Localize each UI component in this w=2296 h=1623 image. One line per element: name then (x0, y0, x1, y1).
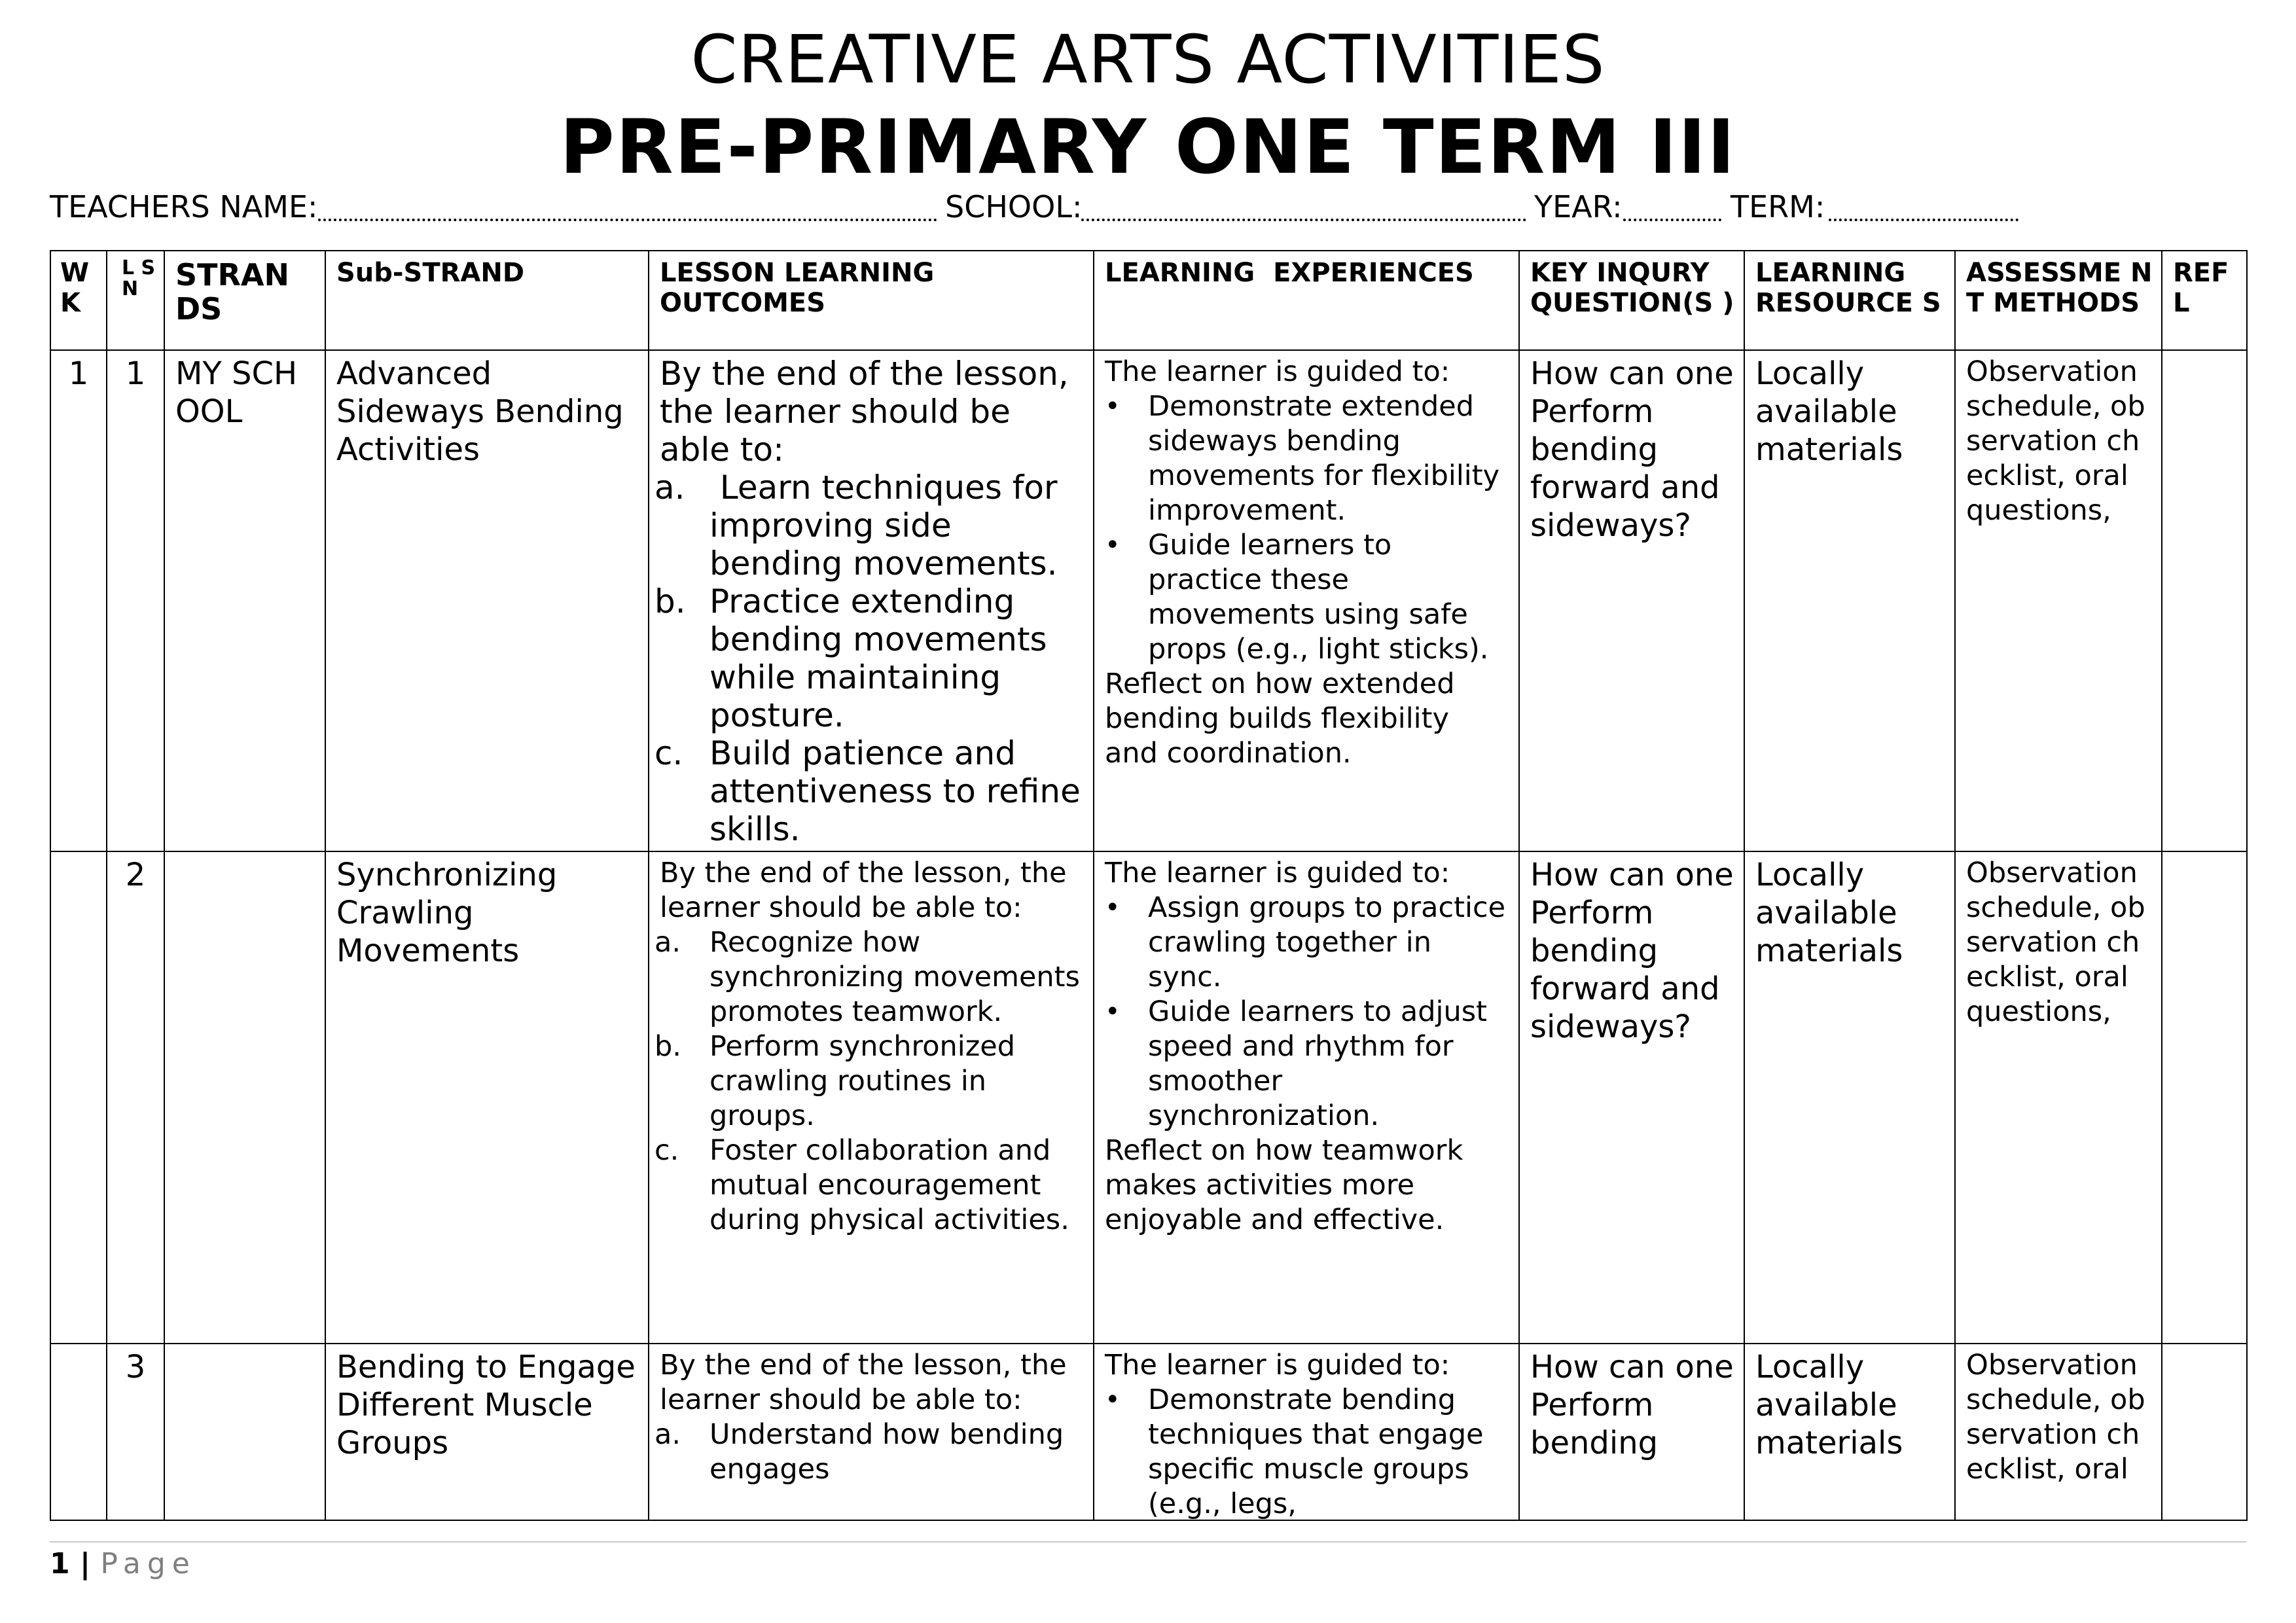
year-field[interactable] (1623, 219, 1721, 221)
outcomes-intro: By the end of the lesson, the learner should be able to: (660, 355, 1069, 469)
experiences-list (1105, 389, 1511, 667)
bullet-marker: • (1105, 997, 1121, 1027)
experiences-outro: Reflect on how teamwork makes activities more enjoyable and effective. (1105, 1134, 1463, 1236)
list-item-text: Recognize how synchronizing movements promotes teamwork. (709, 926, 1080, 1028)
header-assessment: ASSESSME NT METHODS (1955, 251, 2162, 350)
page-number: 1 (50, 1547, 70, 1580)
list-item (1105, 891, 1511, 995)
table-header-row (50, 251, 2247, 350)
list-item-text: Build patience and attentiveness to refine skills. (709, 734, 1081, 848)
strand-cell (164, 1344, 325, 1520)
list-marker: b. (655, 582, 686, 620)
list-item (655, 734, 1085, 848)
header-strands: STRAN DS (164, 251, 325, 350)
inquiry-cell (1519, 1344, 1744, 1520)
school-field[interactable] (1081, 219, 1526, 221)
list-marker: c. (655, 1134, 679, 1167)
header-reflection: REF L (2162, 251, 2247, 350)
page-footer (50, 1546, 196, 1582)
outcomes-intro: By the end of the lesson, the learner should be able to: (660, 1349, 1067, 1416)
assessment-cell (1955, 1344, 2162, 1520)
resources-cell: Locally available materials (1744, 1344, 1955, 1520)
strand-cell (164, 851, 325, 1344)
inquiry-text: How can one Perform bending (1530, 1349, 1734, 1461)
list-item-text: Understand how bending engages (709, 1418, 1064, 1486)
outcomes-list (655, 469, 1085, 848)
list-marker: c. (655, 734, 683, 772)
outcomes-list (655, 925, 1085, 1238)
outcomes-cell (649, 1344, 1094, 1520)
reflection-cell[interactable] (2162, 851, 2247, 1344)
outcomes-intro: By the end of the lesson, the learner should be able to: (660, 857, 1067, 924)
reflection-cell[interactable] (2162, 1344, 2247, 1520)
footer-separator: | (69, 1547, 101, 1580)
list-item (1105, 1383, 1511, 1522)
substrand-cell: Bending to Engage Different Muscle Groups (325, 1344, 649, 1520)
week-cell: 1 (50, 350, 107, 851)
list-item (655, 582, 1085, 734)
assessment-cell: Observation schedule, observation checklist, oral questions, (1955, 350, 2162, 851)
bullet-marker: • (1105, 391, 1121, 421)
term-field[interactable] (1829, 219, 2018, 221)
lesson-cell: 3 (107, 1344, 164, 1520)
lesson-cell: 1 (107, 350, 164, 851)
school-label: SCHOOL: (945, 189, 1083, 224)
table-row (50, 1344, 2247, 1520)
experiences-cell (1094, 851, 1519, 1344)
outcomes-cell-content (655, 1348, 1085, 1487)
list-item-text: Learn techniques for improving side bending movements. (709, 469, 1068, 582)
lesson-cell: 2 (107, 851, 164, 1344)
footer-divider (50, 1541, 2246, 1543)
list-item (1105, 389, 1511, 528)
assessment-cell: Observation schedule, observation checklist, oral questions, (1955, 851, 2162, 1344)
teacher-name-field[interactable] (318, 219, 937, 221)
resources-cell: Locally available materials (1744, 350, 1955, 851)
list-item (655, 1418, 1085, 1487)
experiences-list (1105, 1383, 1511, 1522)
teacher-name-label: TEACHERS NAME: (50, 189, 318, 224)
header-substrand: Sub-STRAND (325, 251, 649, 350)
list-item (655, 1029, 1085, 1133)
inquiry-cell: How can one Perform bending forward and sideways? (1519, 851, 1744, 1344)
bullet-marker: • (1105, 893, 1121, 923)
week-cell (50, 851, 107, 1344)
header-resources: LEARNING RESOURCE S (1744, 251, 1955, 350)
header-inquiry: KEY INQURY QUESTION(S ) (1519, 251, 1744, 350)
list-marker: a. (655, 469, 685, 507)
table-row (50, 350, 2247, 851)
substrand-cell: Synchronizing Crawling Movements (325, 851, 649, 1344)
list-item-text: Assign groups to practice crawling together in sync. (1148, 891, 1506, 993)
header-week: W K (50, 251, 107, 350)
strand-cell: MY SCHOOL (164, 350, 325, 851)
list-item (655, 1133, 1085, 1238)
inquiry-cell: How can one Perform bending forward and sideways? (1519, 350, 1744, 851)
list-item (1105, 528, 1511, 667)
list-marker: a. (655, 1418, 681, 1451)
list-marker: a. (655, 926, 681, 959)
outcomes-cell (649, 851, 1094, 1344)
header-lesson: L S N (107, 251, 164, 350)
experiences-cell-content (1105, 1348, 1511, 1520)
list-item-text: Perform synchronized crawling routines in groups. (709, 1030, 1016, 1132)
page-label: Page (100, 1547, 196, 1580)
list-item-text: Foster collaboration and mutual encouragement during physical activities. (709, 1134, 1069, 1236)
experiences-intro: The learner is guided to: (1105, 857, 1450, 889)
bullet-marker: • (1105, 1385, 1121, 1415)
list-marker: b. (655, 1030, 681, 1063)
list-item (655, 925, 1085, 1029)
experiences-list (1105, 891, 1511, 1133)
list-item-text: Practice extending bending movements while maintaining posture. (709, 582, 1047, 734)
assessment-text: Observation schedule, observation checklist, oral (1966, 1349, 2145, 1486)
term-label: TERM: (1731, 189, 1825, 224)
list-item (1105, 995, 1511, 1133)
experiences-intro: The learner is guided to: (1105, 1349, 1450, 1382)
experiences-intro: The learner is guided to: (1105, 355, 1450, 388)
year-label: YEAR: (1534, 189, 1623, 224)
bullet-marker: • (1105, 530, 1121, 560)
experiences-cell (1094, 350, 1519, 851)
document-title: CREATIVE ARTS ACTIVITIES (691, 21, 1605, 99)
list-item-text: Demonstrate bending techniques that engage specific muscle groups (e.g., legs, (1148, 1383, 1484, 1520)
resources-cell: Locally available materials (1744, 851, 1955, 1344)
reflection-cell[interactable] (2162, 350, 2247, 851)
week-cell (50, 1344, 107, 1520)
header-experiences: LEARNING EXPERIENCES (1094, 251, 1519, 350)
document-subtitle: PRE-PRIMARY ONE TERM III (560, 103, 1736, 190)
outcomes-cell (649, 350, 1094, 851)
experiences-cell (1094, 1344, 1519, 1520)
header-outcomes: LESSON LEARNING OUTCOMES (649, 251, 1094, 350)
substrand-cell: Advanced Sideways Bending Activities (325, 350, 649, 851)
outcomes-list (655, 1418, 1085, 1487)
list-item-text: Demonstrate extended sideways bending movements for flexibility improvement. (1148, 390, 1500, 527)
experiences-outro: Reflect on how extended bending builds flexibility and coordination. (1105, 668, 1455, 770)
table-row (50, 851, 2247, 1344)
scheme-of-work-table (50, 250, 2248, 1521)
list-item-text: Guide learners to practice these movements using safe props (e.g., light sticks). (1148, 529, 1489, 666)
list-item (655, 469, 1085, 582)
list-item-text: Guide learners to adjust speed and rhythm for smoother synchronization. (1148, 995, 1488, 1132)
